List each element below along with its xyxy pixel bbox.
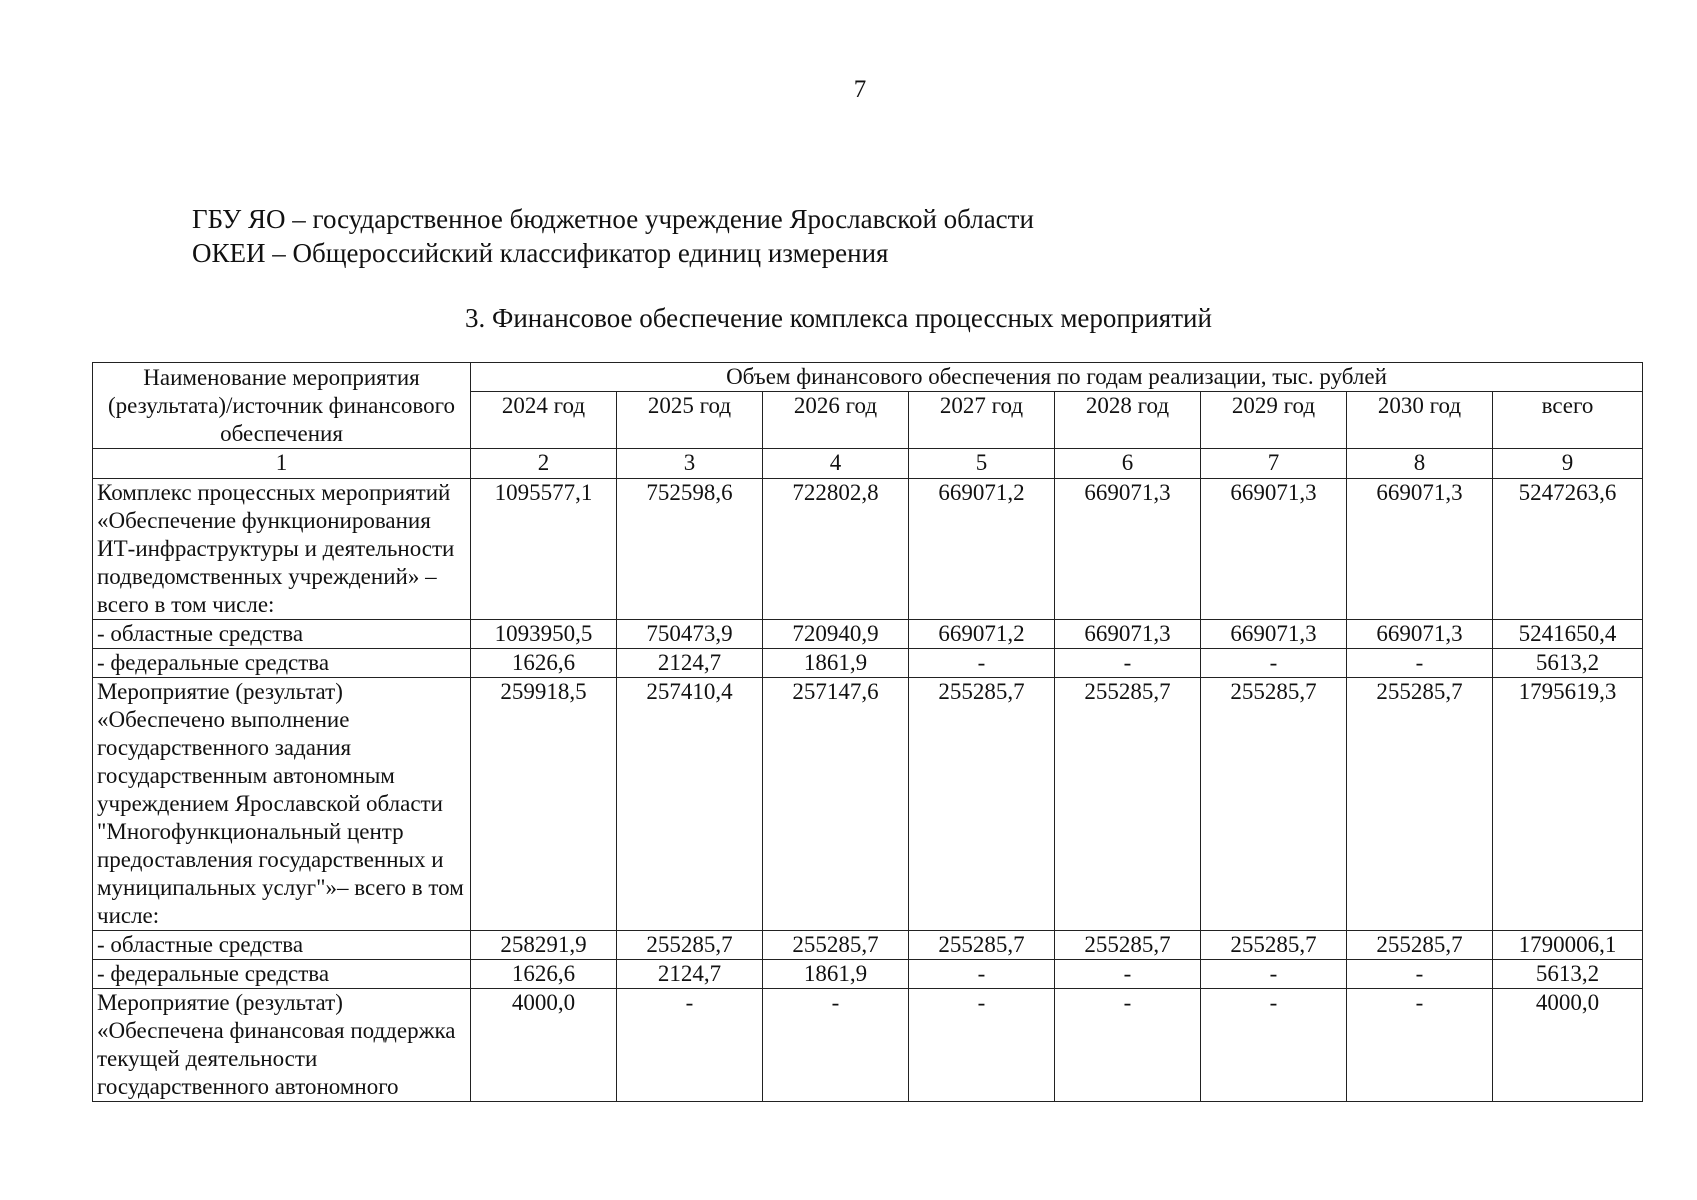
complex-federal-row (93, 649, 1643, 678)
value-cell: 1861,9 (763, 960, 909, 989)
column-number: 3 (617, 449, 763, 479)
value-cell: 255285,7 (1055, 931, 1201, 960)
column-number: 5 (909, 449, 1055, 479)
value-cell: - (617, 989, 763, 1102)
value-cell: 255285,7 (909, 931, 1055, 960)
value-cell: - (1055, 649, 1201, 678)
value-cell: 2124,7 (617, 649, 763, 678)
value-cell: 5613,2 (1493, 649, 1643, 678)
value-cell: - (1347, 649, 1493, 678)
value-cell: 5247263,6 (1493, 479, 1643, 620)
value-cell: - (909, 960, 1055, 989)
value-cell: - (1055, 960, 1201, 989)
value-cell: 255285,7 (1055, 678, 1201, 931)
value-cell: - (909, 649, 1055, 678)
complex-total-row (93, 479, 1643, 620)
row-name-cell: Мероприятие (результат) «Обеспечено выполнение государственного задания государственным автономным учреждением Ярославской области "Многофункциональный центр предоставления государственных и муниципальных услуг"»– всего в том числе: (93, 678, 471, 931)
total-header: всего (1493, 392, 1643, 449)
row-name-cell: - федеральные средства (93, 960, 471, 989)
value-cell: 5613,2 (1493, 960, 1643, 989)
year-header-2030: 2030 год (1347, 392, 1493, 449)
value-cell: - (1201, 960, 1347, 989)
value-cell: 4000,0 (1493, 989, 1643, 1102)
value-cell: 259918,5 (471, 678, 617, 931)
year-header-2027: 2027 год (909, 392, 1055, 449)
abbreviation-gbu-yao: ГБУ ЯО – государственное бюджетное учреждение Ярославской области (192, 204, 1034, 234)
abbreviation-okei: ОКЕИ – Общероссийский классификатор единиц измерения (192, 238, 889, 268)
value-cell: - (1347, 960, 1493, 989)
value-cell: 720940,9 (763, 620, 909, 649)
column-number: 8 (1347, 449, 1493, 479)
value-cell: 4000,0 (471, 989, 617, 1102)
value-cell: 669071,3 (1201, 620, 1347, 649)
value-cell: 750473,9 (617, 620, 763, 649)
value-cell: 669071,2 (909, 479, 1055, 620)
financing-table (92, 362, 1643, 1102)
value-cell: - (1201, 989, 1347, 1102)
column-number: 9 (1493, 449, 1643, 479)
value-cell: 1626,6 (471, 960, 617, 989)
section-title: 3. Финансовое обеспечение комплекса процессных мероприятий (465, 303, 1212, 333)
name-column-header: Наименование мероприятия (результата)/источник финансового обеспечения (93, 363, 471, 449)
value-cell: 255285,7 (1347, 678, 1493, 931)
column-number: 6 (1055, 449, 1201, 479)
value-cell: 255285,7 (1347, 931, 1493, 960)
value-cell: 255285,7 (763, 931, 909, 960)
value-cell: 752598,6 (617, 479, 763, 620)
value-cell: 1093950,5 (471, 620, 617, 649)
value-cell: 257410,4 (617, 678, 763, 931)
row-name-cell: - областные средства (93, 620, 471, 649)
value-cell: 669071,3 (1055, 479, 1201, 620)
value-cell: 255285,7 (617, 931, 763, 960)
year-header-2029: 2029 год (1201, 392, 1347, 449)
value-cell: 5241650,4 (1493, 620, 1643, 649)
value-cell: 255285,7 (909, 678, 1055, 931)
value-cell: 258291,9 (471, 931, 617, 960)
year-header-2024: 2024 год (471, 392, 617, 449)
row-name-cell: - областные средства (93, 931, 471, 960)
complex-regional-row (93, 620, 1643, 649)
value-cell: - (1347, 989, 1493, 1102)
header-row-volume (93, 363, 1643, 392)
value-cell: 2124,7 (617, 960, 763, 989)
volume-header: Объем финансового обеспечения по годам реализации, тыс. рублей (471, 363, 1643, 392)
value-cell: 669071,3 (1347, 620, 1493, 649)
value-cell: 669071,3 (1055, 620, 1201, 649)
year-header-2028: 2028 год (1055, 392, 1201, 449)
column-number: 2 (471, 449, 617, 479)
value-cell: - (1201, 649, 1347, 678)
value-cell: 722802,8 (763, 479, 909, 620)
value-cell: 669071,3 (1347, 479, 1493, 620)
mfc-task-row (93, 678, 1643, 931)
mfc-federal-row (93, 960, 1643, 989)
value-cell: 1861,9 (763, 649, 909, 678)
page-number: 7 (853, 76, 867, 103)
year-header-2025: 2025 год (617, 392, 763, 449)
table-body (93, 479, 1643, 1102)
mfc-regional-row (93, 931, 1643, 960)
value-cell: - (909, 989, 1055, 1102)
value-cell: 669071,2 (909, 620, 1055, 649)
column-number: 7 (1201, 449, 1347, 479)
value-cell: 255285,7 (1201, 931, 1347, 960)
column-number-row (93, 449, 1643, 479)
value-cell: 1795619,3 (1493, 678, 1643, 931)
value-cell: - (1055, 989, 1201, 1102)
year-header-2026: 2026 год (763, 392, 909, 449)
value-cell: - (763, 989, 909, 1102)
column-number: 1 (93, 449, 471, 479)
row-name-cell: - федеральные средства (93, 649, 471, 678)
financial-support-row (93, 989, 1643, 1102)
row-name-cell: Мероприятие (результат) «Обеспечена финансовая поддержка текущей деятельности государственного автономного (93, 989, 471, 1102)
value-cell: 1790006,1 (1493, 931, 1643, 960)
value-cell: 1095577,1 (471, 479, 617, 620)
value-cell: 255285,7 (1201, 678, 1347, 931)
value-cell: 257147,6 (763, 678, 909, 931)
column-number: 4 (763, 449, 909, 479)
value-cell: 1626,6 (471, 649, 617, 678)
row-name-cell: Комплекс процессных мероприятий «Обеспечение функционирования ИТ-инфраструктуры и деятельности подведомственных учреждений» – всего в том числе: (93, 479, 471, 620)
value-cell: 669071,3 (1201, 479, 1347, 620)
